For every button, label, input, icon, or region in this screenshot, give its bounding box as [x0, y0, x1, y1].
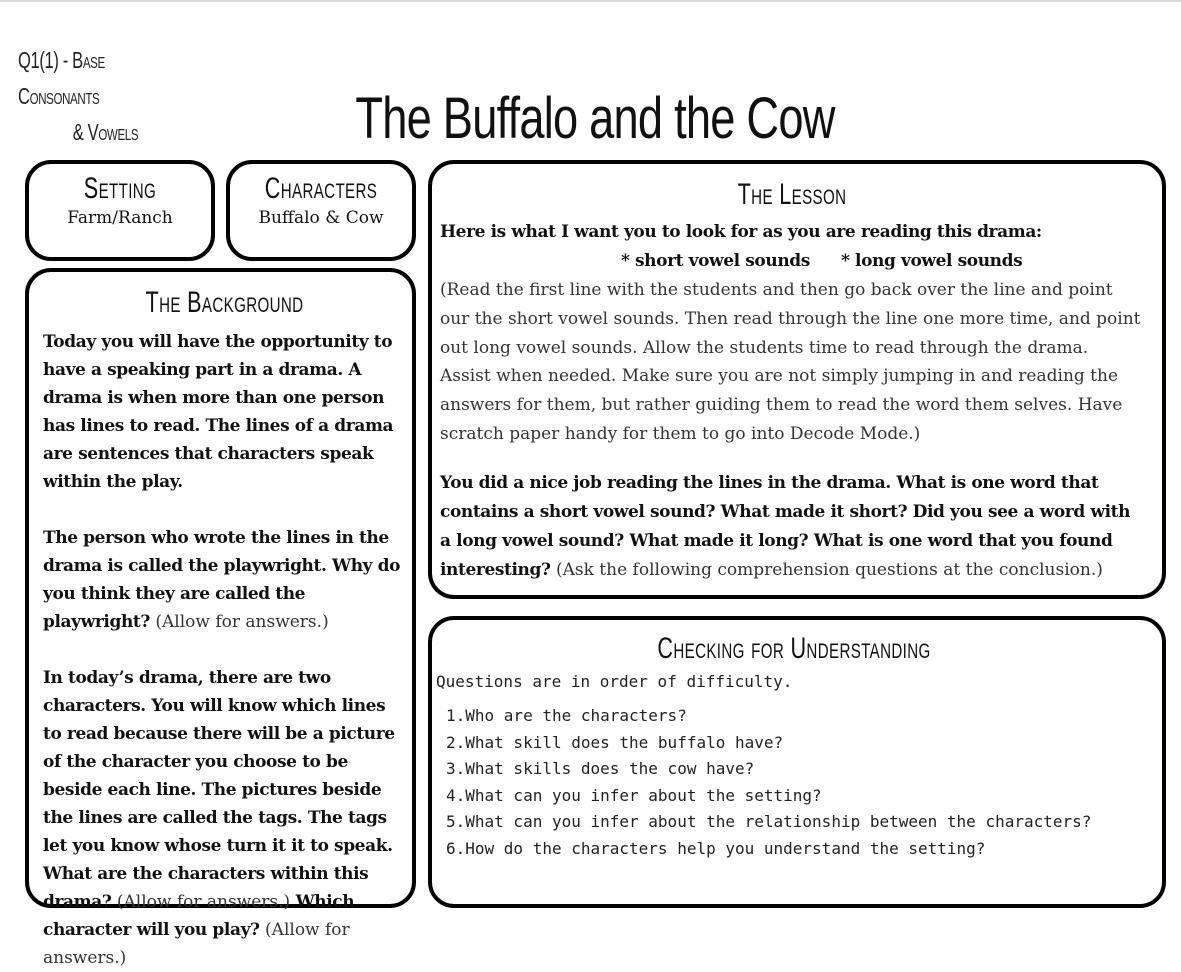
- background-box: [25, 268, 416, 968]
- lesson-intro: Here is what I want you to look for as you are reading this drama:: [440, 222, 1042, 242]
- setting-value: Farm/Ranch: [67, 208, 173, 228]
- understanding-intro: Questions are in order of difficulty.: [436, 672, 793, 691]
- lesson-bullets: [440, 247, 1144, 276]
- lesson-instructions: (Read the first line with the students and then go back over the line and point our the short vowel sounds. Then read through the line one more time, and point out long vowel sounds. Allow the students time to read through the drama. Assist when needed. Make sure you are not simply jumping in and reading the answers for them, but rather guiding them to read the word them selves. Have scratch paper handy for them to go into Decode Mode.): [440, 280, 1141, 444]
- characters-box: [226, 160, 416, 261]
- lesson-bullet-short: * short vowel sounds: [621, 251, 810, 271]
- question-item: 1.Who are the characters?: [446, 706, 687, 725]
- background-paragraph-2-note: (Allow for answers.): [155, 612, 329, 632]
- question-item: 4.What can you infer about the setting?: [446, 785, 822, 805]
- background-paragraph-2-question: The person who wrote the lines in the drama is called the playwright. Why do you think they are called the playwright?: [43, 528, 401, 632]
- background-paragraph-3-question-2: Which character will you play?: [43, 892, 355, 940]
- background-paragraph-3-question: In today’s drama, there are two characters. You will know which lines to read because there will be a picture of the character you choose to be beside each line. The pictures beside the lines are called the tags. The tags let you know whose turn it it to speak. What are the characters within this drama?: [43, 668, 395, 912]
- question-item: 5.What can you infer about the relationship between the characters?: [446, 812, 1092, 832]
- page-title: The Buffalo and the Cow: [355, 86, 835, 151]
- top-divider: [0, 0, 1181, 2]
- understanding-heading: Checking for Understanding: [657, 632, 931, 665]
- lesson-box: [428, 160, 1166, 599]
- background-paragraph-3-note-2: (Allow for answers.): [43, 920, 350, 968]
- background-paragraph-1: Today you will have the opportunity to have a speaking part in a drama. A drama is when more than one person has lines to read. The lines of a drama are sentences that characters speak within the play.: [43, 332, 394, 492]
- lesson-followup-note: (Ask the following comprehension questions at the conclusion.): [555, 559, 1103, 580]
- setting-heading: Setting: [83, 172, 157, 205]
- lesson-followup: [440, 469, 1144, 585]
- lesson-bullet-long: * long vowel sounds: [841, 251, 1023, 271]
- characters-heading: Characters: [264, 172, 378, 205]
- background-paragraph-3-note-1: (Allow for answers.): [116, 892, 291, 912]
- lesson-code-line2: & Vowels: [72, 119, 139, 145]
- question-item: 2.What skill does the buffalo have?: [446, 732, 784, 752]
- question-item: 3.What skills does the cow have?: [446, 759, 755, 779]
- understanding-box: [428, 616, 1166, 908]
- background-paragraph-3: [43, 664, 406, 972]
- lesson-code: [18, 42, 184, 150]
- question-list: [436, 703, 1152, 863]
- lesson-heading: The Lesson: [737, 178, 847, 211]
- lesson-followup-questions: You did a nice job reading the lines in the drama. What is one word that contains a short vowel sound? What made it short? Did you see a word with a long vowel sound? What made it long? What is one word that you found interesting?: [440, 472, 1131, 580]
- question-item: 6.How do the characters help you understand the setting?: [446, 838, 986, 858]
- characters-value: Buffalo & Cow: [258, 208, 384, 228]
- setting-box: [25, 160, 215, 261]
- lesson-code-line1: Q1(1) - Base Consonants: [18, 47, 105, 109]
- background-paragraph-2: [43, 524, 406, 636]
- background-heading: The Background: [145, 286, 304, 319]
